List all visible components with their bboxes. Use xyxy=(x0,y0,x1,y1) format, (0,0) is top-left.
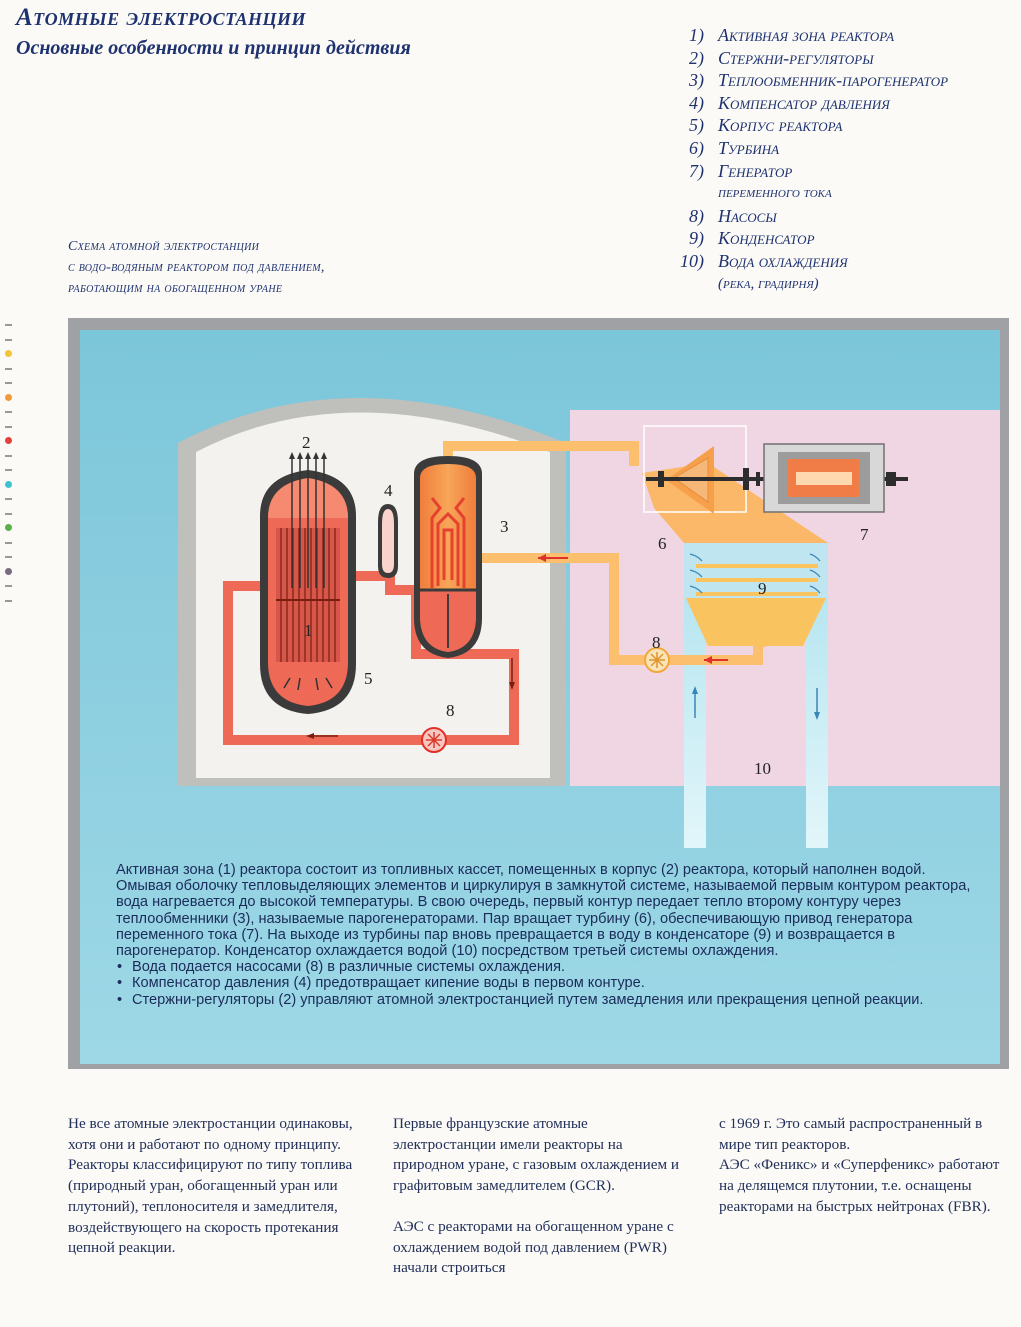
print-marks xyxy=(3,318,15,608)
paragraph: Не все атомные электростанции одинаковы, хотя они и работают по одному принципу. Реакторы классифицируют по типу топлива (природный уран, обогащенный уран или плутоний), теплоносителя и замедлителя, воздействующего на скорость протекания цепной реакции. xyxy=(68,1115,353,1257)
legend-item xyxy=(676,227,1016,250)
pressurizer-inner xyxy=(382,509,394,573)
legend-number: 1) xyxy=(689,25,704,45)
text-column-1 xyxy=(68,1114,363,1259)
legend-label: Корпус реактора xyxy=(718,115,843,136)
legend-label-continued: (река, градирня) xyxy=(718,275,819,292)
shaft-coupling xyxy=(658,471,664,487)
pump-impeller xyxy=(649,652,665,668)
legend-label: Компенсатор давления xyxy=(718,92,890,113)
paragraph: АЭС «Феникс» и «Суперфеникс» работают на делящемся плутонии, т.е. оснащены реакторами на быстрых нейтронах (FBR). xyxy=(719,1156,1000,1215)
print-mark xyxy=(3,550,15,565)
legend-label: Теплообменник-парогенератор xyxy=(718,70,949,91)
condenser-body xyxy=(684,543,828,598)
legend-item xyxy=(676,24,1016,47)
caption-line: с водо-водяным реактором под давлением, xyxy=(68,260,325,275)
generator-rotor xyxy=(796,472,852,485)
print-mark xyxy=(3,536,15,551)
legend-label: Стержни-регуляторы xyxy=(718,47,874,68)
legend-label: Активная зона реактора xyxy=(718,25,895,45)
legend-item xyxy=(676,160,1016,205)
legend-label: Генератор xyxy=(718,160,793,181)
label-8-primary: 8 xyxy=(446,701,455,720)
legend-item xyxy=(676,205,1016,228)
pump-impeller xyxy=(426,732,442,748)
legend-number: 7) xyxy=(689,160,704,181)
legend-label: Насосы xyxy=(718,205,777,226)
label-2: 2 xyxy=(302,433,311,452)
page-subtitle: Основные особенности и принцип действия xyxy=(16,37,411,59)
label-8-secondary: 8 xyxy=(652,633,661,652)
diagram-description xyxy=(116,862,976,1008)
legend-label: Турбина xyxy=(718,137,780,158)
print-mark xyxy=(3,318,15,333)
legend-number: 9) xyxy=(689,228,704,249)
list-item: • Вода подается насосами (8) в различные системы охлаждения. xyxy=(116,959,976,975)
caption-line: Схема атомной электростанции xyxy=(68,239,260,254)
print-mark xyxy=(3,594,15,609)
label-6: 6 xyxy=(658,534,667,553)
label-1: 1 xyxy=(304,621,313,640)
label-10: 10 xyxy=(754,759,771,778)
legend-number: 2) xyxy=(689,47,704,68)
legend-number: 5) xyxy=(689,115,704,136)
description-bullets xyxy=(116,959,976,1008)
print-mark-green xyxy=(3,521,15,536)
print-mark-cyan xyxy=(3,478,15,493)
text-column-3 xyxy=(719,1114,1009,1218)
legend-label: Конденсатор xyxy=(718,228,815,249)
legend-item xyxy=(676,114,1016,137)
diagram-caption xyxy=(68,236,438,299)
legend-label-continued: переменного тока xyxy=(718,185,832,202)
print-mark xyxy=(3,376,15,391)
print-mark-orange xyxy=(3,391,15,406)
label-7: 7 xyxy=(860,525,869,544)
component-legend xyxy=(676,24,1016,295)
label-3: 3 xyxy=(500,517,509,536)
print-mark xyxy=(3,507,15,522)
legend-item xyxy=(676,137,1016,160)
print-mark xyxy=(3,492,15,507)
condenser-hopper xyxy=(686,598,826,648)
legend-number: 10) xyxy=(680,250,704,271)
list-item: • Стержни-регуляторы (2) управляют атомной электростанцией путем замедления или прекращения цепной реакции. xyxy=(116,992,976,1008)
caption-line: работающим на обогащенном уране xyxy=(68,281,283,296)
legend-item xyxy=(676,69,1016,92)
legend-label: Вода охлаждения xyxy=(718,250,848,271)
print-mark-yellow xyxy=(3,347,15,362)
print-mark xyxy=(3,362,15,377)
list-item: • Компенсатор давления (4) предотвращает кипение воды в первом контуре. xyxy=(116,975,976,991)
paragraph: с 1969 г. Это самый распространенный в мире тип реакторов. xyxy=(719,1115,983,1153)
paragraph: Первые французские атомные электростанции имели реакторы на природном уране, с газовым охлаждением и графитовым замедлителем (GCR). xyxy=(393,1115,679,1195)
legend-number: 4) xyxy=(689,92,704,113)
print-mark xyxy=(3,579,15,594)
print-mark xyxy=(3,463,15,478)
label-9: 9 xyxy=(758,579,767,598)
legend-number: 6) xyxy=(689,137,704,158)
label-4: 4 xyxy=(384,481,393,500)
legend-number: 8) xyxy=(689,205,704,226)
text-column-2 xyxy=(393,1114,689,1279)
shaft-coupling xyxy=(743,468,749,490)
legend-item xyxy=(676,47,1016,70)
shaft-coupling xyxy=(756,472,760,486)
legend-item xyxy=(676,250,1016,295)
legend-number: 3) xyxy=(689,70,704,91)
generator-bearing xyxy=(886,472,896,486)
page-title: Атомные электростанции xyxy=(16,4,307,31)
print-mark xyxy=(3,405,15,420)
description-intro: Активная зона (1) реактора состоит из топливных кассет, помещенных в корпус (2) реактора, который наполнен водой. Омывая оболочку тепловыделяющих элементов и циркулируя в замкнутой системе, называемой первым контуром реактора, вода нагревается до высокой температуры. В свою очередь, первый контур передает тепло второму контуру через теплообменники (3), называемые парогенераторами. Пар вращает турбину (6), обеспечивающую привод генератора переменного тока (7). На выходе из турбины пар вновь превращается в воду в конденсаторе (9) и возвращается в парогенератор. Конденсатор охлаждается водой (10) посредством третьей системы охлаждения. xyxy=(116,862,971,960)
print-mark-purple xyxy=(3,565,15,580)
print-mark xyxy=(3,449,15,464)
containment-inner xyxy=(196,413,550,779)
print-mark xyxy=(3,333,15,348)
legend-item xyxy=(676,92,1016,115)
label-5: 5 xyxy=(364,669,373,688)
print-mark-red xyxy=(3,434,15,449)
print-mark xyxy=(3,420,15,435)
paragraph: АЭС с реакторами на обогащенном уране с охлаждением водой под давлением (PWR) начали строиться xyxy=(393,1217,674,1277)
